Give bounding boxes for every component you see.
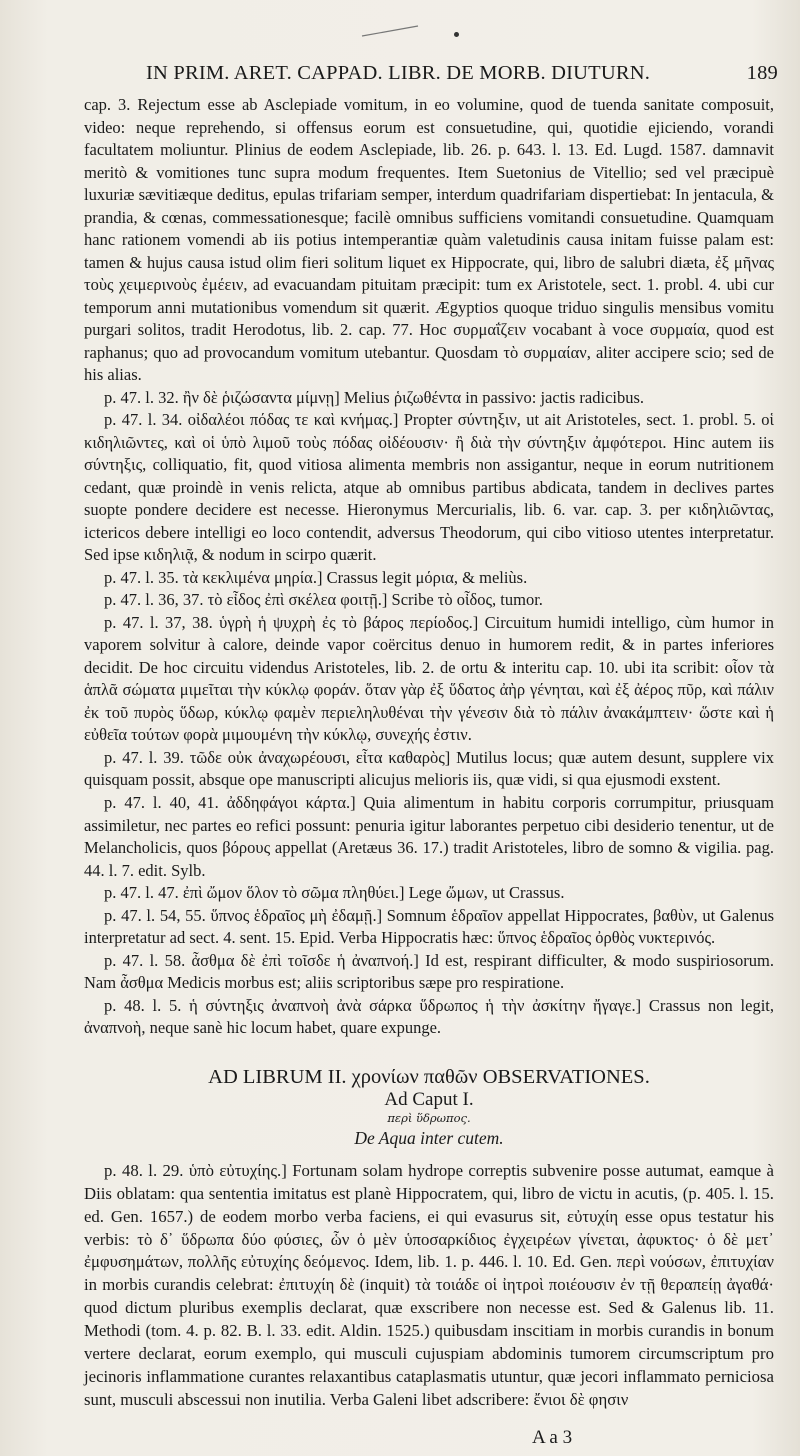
annotation-entry: p. 47. l. 39. τῶδε οὐκ ἀναχωρέουσι, εἶτα καθαρὸς] Mutilus locus; quæ autem desunt, supplere vix quisquam possit, absque ope manuscripti alicujus melioris iis, quæ vidi, si qua ejusmodi exstent. — [84, 747, 774, 790]
annotation-entry: p. 47. l. 40, 41. ἀδδηφάγοι κάρτα.] Quia alimentum in habitu corporis corrumpitur, priusquam assimiletur, nec partes eo refici possunt: penuria igitur laborantes perpetuo cibi desiderio tenentur, ut de Melancholicis, quos βόρους appellat (Aretæus 36. 17.) tradit Aristoteles, libro de somno & vigilia. pag. 44. l. 7. edit. Sylb. — [84, 792, 774, 880]
section-greek-title: περὶ ὕδρωπος. — [387, 1111, 471, 1125]
pencil-mark — [360, 24, 420, 38]
annotation-entry: p. 47. l. 34. οἰδαλέοι πόδας τε καὶ κνήμας.] Propter σύντηξιν, ut ait Aristoteles, sect. 1. probl. 5. οἱ κιδηλιῶντες, καὶ οἱ ὑπὸ λιμοῦ τοὺς πόδας οἰδέουσιν· ἢ διὰ τὴν σύντηξιν ἀμφότεροι. Hinc autem iis σύντηξις, colliquatio, fit, quod vitiosa alimenta membris non assigantur, neque in eorum nutritionem cedant, quæ proindè in venis relicta, atque ab omnibus partibus abdicata, tandem in declives partes suopte pondere decidere est necesse. Hieronymus Mercurialis, lib. 6. var. cap. 3. per κιδηλιῶντας, ictericos debere intelligi eo loco contendit, adversus Theodorum, qui cibo vitioso utentes interpretatur. Sed ipse κιδηλιᾷ, & nodum in scirpo quærit. — [84, 410, 774, 565]
section-title: AD LIBRUM II. χρονίων παθῶν OBSERVATIONES. — [208, 1066, 650, 1088]
section-latin-title: De Aqua inter cutem. — [354, 1128, 504, 1148]
running-head-title: IN PRIM. ARET. CAPPAD. LIBR. DE MORB. DIUTURN. — [146, 62, 651, 84]
paragraph: cap. 3. Rejectum esse ab Asclepiade vomitum, in eo volumine, quod de tuenda sanitate composuit, video: neque reprehendo, si offensus eorum est consuetudine, qui, quotidie ejiciendo, vorandi facultatem moliuntur. Plinius de eodem Asclepiade, lib. 26. p. 643. l. 13. Ed. Lugd. 1587. damnavit meritò & vomitiones tunc supra modum frequentes. Item Suetonius de Vitellio; sed vel præcipuè luxuriæ sævitiæque deditus, epulas trifariam semper, interdum quadrifariam dispertiebat: In jentacula, & prandia, & cœnas, commessationesque; facilè omnibus sufficiens vomitandi consuetudine. Quamquam hanc rationem vomendi ab iis potius intemperantiæ quàm valetudinis causa initam fuisse palam est: tamen & hujus causa istud olim fieri solitum liquet ex Hippocrate, qui, libro de salubri diæta, ἐξ μῆνας τοὺς χειμερινοὺς ἐμέειν, ad evacuandam pituitam præcipit: tum ex Aristotele, sect. 1. probl. 4. ubi cur temporum anni mutationibus vomendum sit quærit. Ægyptios quoque triduo singulis mensibus vomitu purgari solitos, tradit Herodotus, lib. 2. cap. 77. Hoc συρμαΐζειν vocabant à voce συρμαία, quod est raphanus; quo ad provocandum vomitum utebantur. Quosdam τὸ συρμαίαν, aliter accipere scio; sed de his alias. — [84, 95, 774, 385]
commentary-body-2 — [84, 1160, 774, 1411]
annotation-entry: p. 47. l. 54, 55. ὕπνος ἑδραῖος μὴ ἐδαμῇ.] Somnum ἑδραῖον appellat Hippocrates, βαθὺν, ut Galenus interpretatur ad sect. 4. sent. 15. Epid. Verba Hippocratis hæc: ὕπνος ἑδραῖος ὀρθὸς νυκτερινός. — [84, 905, 774, 948]
commentary-body — [84, 94, 774, 1040]
annotation-entry: p. 47. l. 58. ἆσθμα δὲ ἐπὶ τοῖσδε ἡ ἀναπνοή.] Id est, respirant difficulter, & modo suspiriosorum. Nam ἆσθμα Medicis morbus est; aliis scriptoribus sæpe pro respiratione. — [84, 950, 774, 993]
annotation-entry: p. 48. l. 5. ἡ σύντηξις ἀναπνοὴ ἀνὰ σάρκα ὕδρωπος ἡ τὴν ἀσκίτην ἤγαγε.] Crassus non legit, ἀναπνοὴ, neque sanè hic locum habet, quare expunge. — [84, 995, 774, 1038]
annotation-entry: p. 47. l. 37, 38. ὑγρὴ ἡ ψυχρὴ ἐς τὸ βάρος περίοδος.] Circuitum humidi intelligo, cùm humor in vaporem solvitur à calore, deinde vapor coërcitus denuo in humorem redit, & in partes inferiores decidit. De hoc circuitu videndus Aristoteles, lib. 2. de ortu & interitu cap. 10. ubi ita scribit: οἷον τὰ ἁπλᾶ σώματα μιμεῖται τὴν κύκλῳ φοράν. ὅταν γὰρ ἐξ ὕδατος ἀὴρ γένηται, καὶ ἐξ ἀέρος πῦρ, καὶ πάλιν ἐκ τοῦ πυρὸς ὕδωρ, κύκλῳ φαμὲν περιεληλυθέναι τὴν γένεσιν διὰ τὸ πάλιν ἀνακάμπτειν· ὥστε καὶ ἡ εὐθεῖα τούτων φορὰ μιμουμένη τὴν κύκλῳ, συνεχής ἐστιν. — [84, 612, 774, 745]
ink-dot — [454, 32, 459, 37]
annotation-entry: p. 47. l. 32. ἢν δὲ ῥιζώσαντα μίμνῃ] Melius ῥιζωθέντα in passivo: jactis radicibus. — [104, 387, 645, 407]
section-subtitle: Ad Caput I. — [384, 1089, 474, 1110]
running-head — [146, 62, 786, 96]
annotation-entry: p. 48. l. 29. ὑπὸ εὐτυχίης.] Fortunam solam hydrope correptis subvenire posse autumat, eamque à Diis oblatam: qua sententia imitatus est planè Hippocratem, qui, libro de victu in acutis, (p. 405. l. 15. ed. Gen. 1657.) de eodem morbo verba faciens, ei qui evasurus sit, εὐτυχίη esse opus testatur his verbis: τὸ δ᾽ ὕδρωπα δύο φύσιες, ὧν ὁ μὲν ὑποσαρκίδιος ἐγχειρέων γίνεται, ἀφυκτος· ὁ δὲ μετ᾽ ἐμφυσημάτων, πολλῆς εὐτυχίης δεόμενος. Idem, lib. 1. p. 446. l. 10. Ed. Gen. περὶ νούσων, ἐπιτυχίαν in morbis curandis celebrat: ἐπιτυχίη δὲ (inquit) τὰ τοιάδε οἱ ἰητροὶ ποιέουσιν ἐν τῇ θεραπείῃ ἀγαθά· quod dictum pluribus exemplis declarat, quæ exscribere non necesse est. Sed & Galenus lib. 11. Methodi (tom. 4. p. 82. B. l. 33. edit. Aldin. 1525.) quibusdam inscitiam in morbis curandis in bonum vertere declarat, eorum exemplo, qui musculi cujuspiam abdominis tumorem circumscriptum pro jecinoris inflammatione curantes relaxantibus cataplasmatis utuntur, quæ jecori inflammato perniciosa sunt, musculi abscessui non inutilia. Verba Galeni libet adscribere: ἔνιοι δὲ φησιν — [84, 1161, 774, 1409]
annotation-entry: p. 47. l. 36, 37. τὸ εἶδος ἐπὶ σκέλεα φοιτῇ.] Scribe τὸ οἶδος, tumor. — [104, 590, 543, 610]
page-number: 189 — [746, 62, 778, 84]
annotation-entry: p. 47. l. 35. τὰ κεκλιμένα μηρία.] Crassus legit μόρια, & meliùs. — [104, 567, 528, 587]
signature-mark: A a 3 — [532, 1427, 573, 1448]
annotation-entry: p. 47. l. 47. ἐπὶ ὤμον ὅλον τὸ σῶμα πληθύει.] Lege ὤμων, ut Crassus. — [104, 883, 565, 903]
